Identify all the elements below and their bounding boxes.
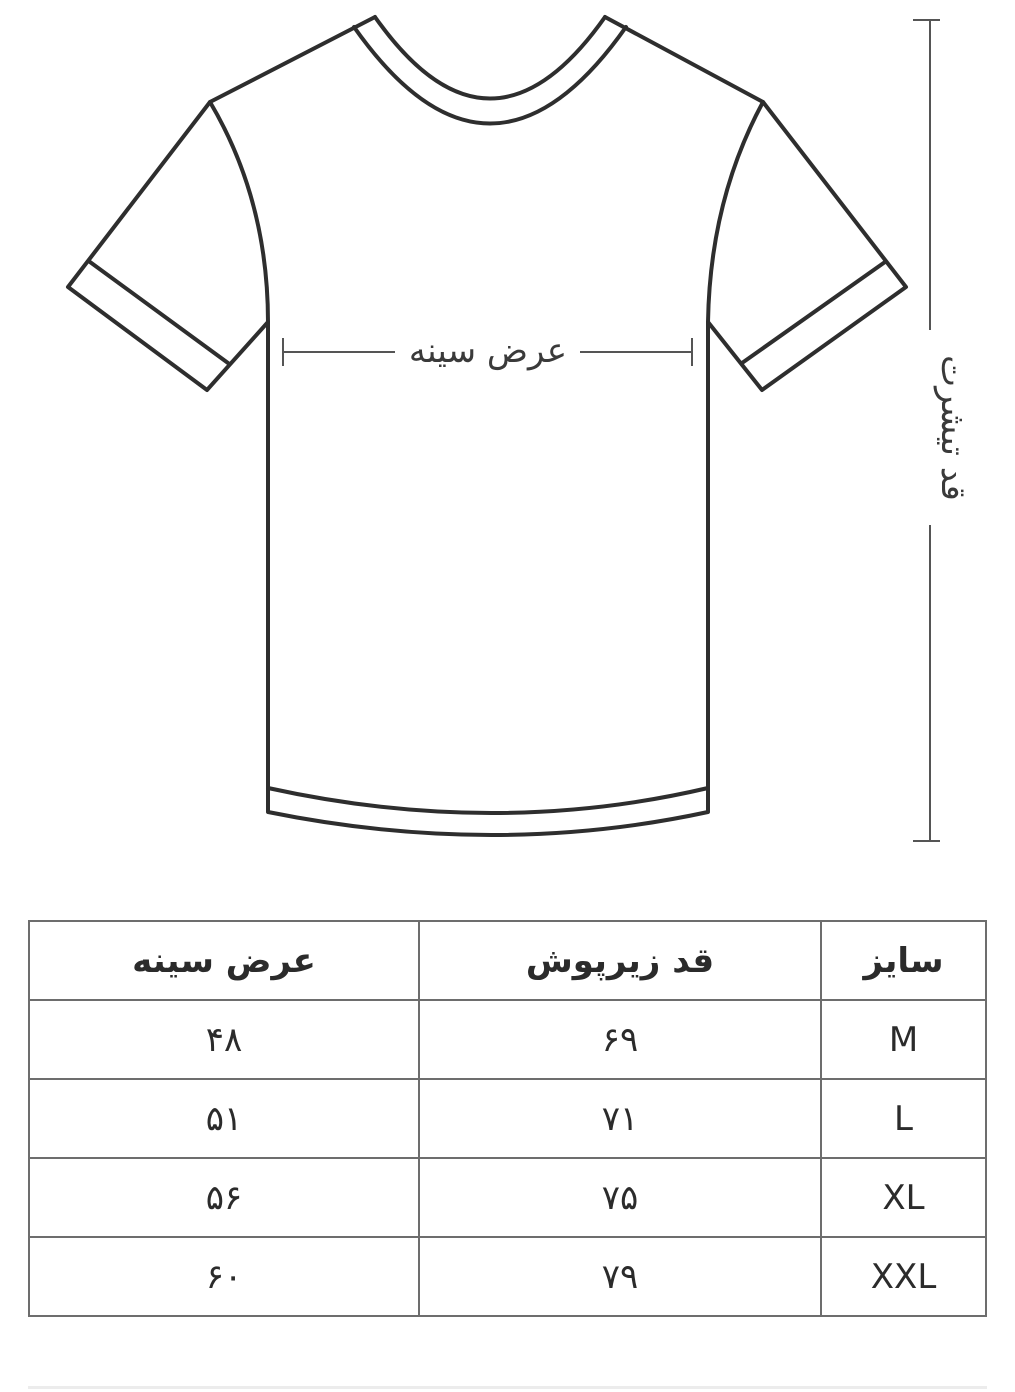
- cell-size: L: [821, 1079, 986, 1158]
- header-length: قد زیرپوش: [419, 921, 821, 1000]
- table-header-row: [29, 921, 986, 1000]
- header-chest: عرض سینه: [29, 921, 419, 1000]
- cell-length: ۷۱: [419, 1079, 821, 1158]
- chest-width-label: عرض سینه: [408, 331, 568, 371]
- header-size: سایز: [821, 921, 986, 1000]
- right-armhole-seam: [708, 102, 763, 322]
- table-row: [29, 1000, 986, 1079]
- left-cuff-line: [90, 262, 228, 363]
- collar-outer: [375, 17, 605, 99]
- bottom-divider: [28, 1386, 987, 1389]
- cell-size: XL: [821, 1158, 986, 1237]
- cell-chest: ۶۰: [29, 1237, 419, 1316]
- size-table: [28, 920, 987, 1317]
- cell-chest: ۵۶: [29, 1158, 419, 1237]
- cell-length: ۷۵: [419, 1158, 821, 1237]
- table-row: [29, 1079, 986, 1158]
- left-armhole-seam: [210, 102, 268, 322]
- table-row: [29, 1158, 986, 1237]
- table-row: [29, 1237, 986, 1316]
- right-cuff-line: [742, 262, 885, 363]
- hem-band-line: [268, 788, 708, 813]
- cell-length: ۷۹: [419, 1237, 821, 1316]
- cell-chest: ۵۱: [29, 1079, 419, 1158]
- cell-length: ۶۹: [419, 1000, 821, 1079]
- shirt-length-label: قد تیشرت: [933, 355, 973, 501]
- cell-size: XXL: [821, 1237, 986, 1316]
- cell-chest: ۴۸: [29, 1000, 419, 1079]
- tshirt-outline: [68, 17, 906, 835]
- cell-size: M: [821, 1000, 986, 1079]
